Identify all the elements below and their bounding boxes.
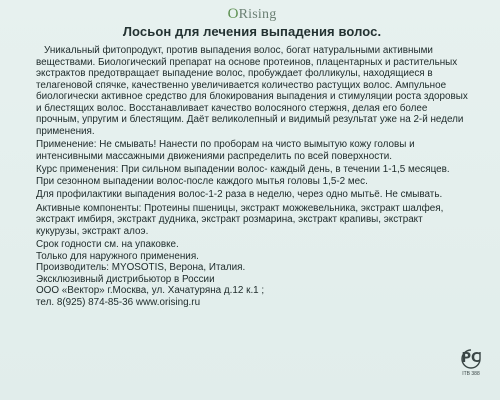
external-use-line: Только для наружного применения. [36, 250, 199, 262]
address-line: ООО «Вектор» г.Москва, ул. Хачатуряна д.12 к.1 ; [36, 285, 265, 296]
prevention-paragraph: Для профилактики выпадения волос-1-2 раза в неделю, через одно мытьё. Не смывать. [36, 189, 443, 200]
brand-name: Rising [238, 7, 277, 22]
application-paragraph: Применение: Не смывать! Нанести по проборам на чисто вымытую кожу головы и интенсивными массажными движениями распределить по всей поверхности. [36, 139, 415, 162]
shelf-life-line: Срок годности см. на упаковке. [36, 239, 179, 250]
brand-mark: O [227, 6, 239, 22]
contacts-line: тел. 8(925) 874-85-36 www.orising.ru [36, 296, 201, 308]
intro-paragraph: Уникальный фитопродукт, против выпадения волос, богат натуральными активными веществами. Биологический препарат на основе протеинов, плацентарных и растительных экстрактов предотвращает выпадение волос, пробуждает фолликулы, находящиеся в телагеновой спячке, качественно увеличивается количество растущих волос. Ампульное биологически активное средство для блокирования выпадения и стимуляции роста здоровых и блестящих волос. Восстанавливает качество волосяного стержня, делая его более прочным, упругим и блестящим. Даёт великолепный и видимый результат уже на 2-й недели применения. [36, 45, 468, 137]
certification-code: ITB 388 [462, 371, 480, 377]
certification-mark [456, 348, 486, 388]
pct-certification-icon [459, 348, 483, 370]
manufacturer-line: Производитель: MYOSOTIS, Верона, Италия. [36, 262, 246, 273]
components-paragraph: Активные компоненты: Протеины пшеницы, экстракт можжевельника, экстракт шалфея, экстракт имбиря, экстракт дудника, экстракт розмарина, экстракт крапивы, экстракт кукурузы, экстракт алоэ. [36, 202, 444, 237]
brand-logo [36, 6, 468, 22]
certification-mark-letters: PC [461, 351, 481, 366]
page-title: Лосьон для лечения выпадения волос. [122, 24, 382, 39]
course-paragraph: Курс применения: При сильном выпадении волос- каждый день, в течении 1-1,5 месяцев. При сезонном выпадении волос-после каждого мытья головы 1,5-2 мес. [36, 164, 450, 187]
distributor-line: Эксклюзивный дистрибьютор в России [36, 273, 215, 285]
